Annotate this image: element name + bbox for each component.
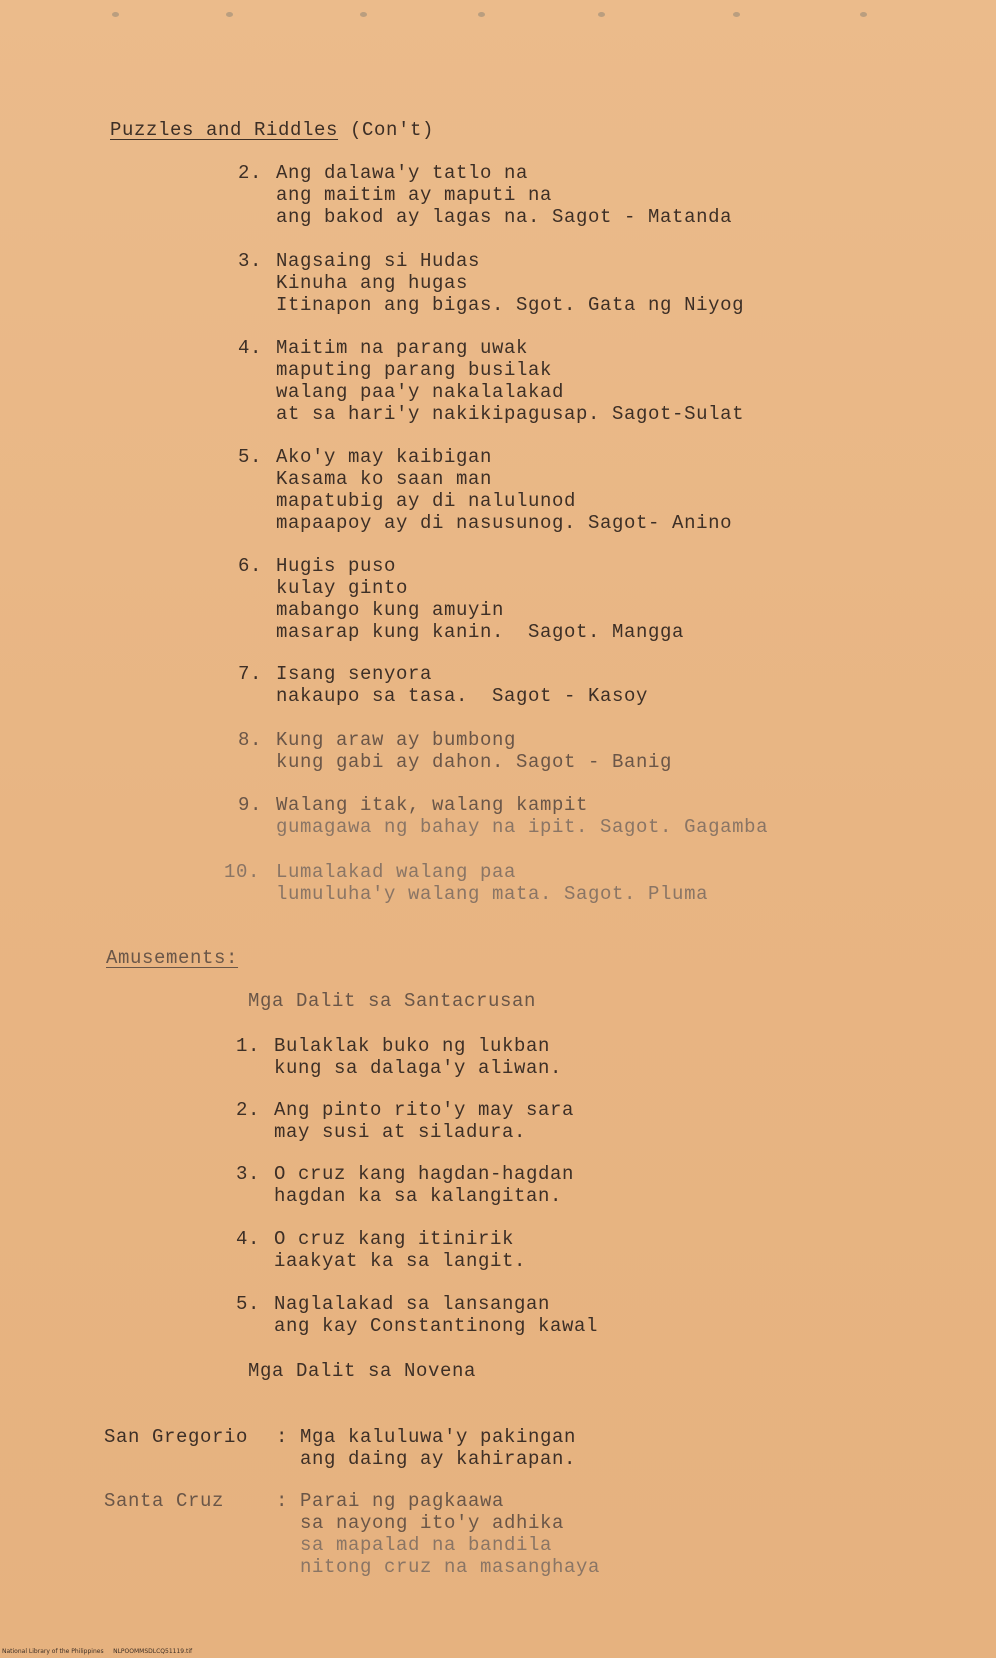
riddle-line: Lumalakad walang paa	[276, 861, 517, 883]
novena-line: Parai ng pagkaawa	[300, 1490, 505, 1512]
riddle-line: mapatubig ay di nalulunod	[276, 490, 577, 512]
riddle-line: Hugis puso	[276, 555, 397, 577]
verse-line: ang kay Constantinong kawal	[274, 1315, 599, 1337]
riddle-line: mabango kung amuyin	[276, 599, 505, 621]
verse-number: 2.	[236, 1099, 261, 1121]
riddle-line: kulay ginto	[276, 577, 409, 599]
punch-hole	[360, 12, 367, 17]
riddle-line: Walang itak, walang kampit	[276, 794, 589, 816]
novena-entry-separator: :	[276, 1426, 289, 1448]
punch-holes	[0, 8, 996, 24]
riddle-line: Nagsaing si Hudas	[276, 250, 481, 272]
novena-line: ang daing ay kahirapan.	[300, 1448, 577, 1470]
verse-line: Naglalakad sa lansangan	[274, 1293, 551, 1315]
riddle-line: walang paa'y nakalalakad	[276, 381, 565, 403]
verse-line: kung sa dalaga'y aliwan.	[274, 1057, 563, 1079]
riddle-number: 2.	[238, 162, 263, 184]
heading-rest: (Con't)	[338, 119, 435, 141]
verse-number: 1.	[236, 1035, 261, 1057]
novena-line: nitong cruz na masanghaya	[300, 1556, 601, 1578]
heading-underlined: Puzzles and Riddles	[110, 119, 339, 141]
verse-line: O cruz kang hagdan-hagdan	[274, 1163, 575, 1185]
novena-line: sa nayong ito'y adhika	[300, 1512, 565, 1534]
riddle-line: Ako'y may kaibigan	[276, 446, 493, 468]
verse-number: 3.	[236, 1163, 261, 1185]
punch-hole	[860, 12, 867, 17]
verse-line: Bulaklak buko ng lukban	[274, 1035, 551, 1057]
novena-title: Mga Dalit sa Novena	[248, 1360, 477, 1382]
riddle-number: 10.	[224, 861, 261, 883]
riddle-number: 6.	[238, 555, 263, 577]
verse-line: O cruz kang itinirik	[274, 1228, 515, 1250]
riddle-line: Kung araw ay bumbong	[276, 729, 517, 751]
riddle-line: Ang dalawa'y tatlo na	[276, 162, 529, 184]
scan-footer: National Library of the Philippines NLPOOMMSDLCQ51119.tif	[2, 1648, 193, 1655]
punch-hole	[598, 12, 605, 17]
riddle-line: Isang senyora	[276, 663, 433, 685]
verse-line: hagdan ka sa kalangitan.	[274, 1185, 563, 1207]
riddle-line: Kinuha ang hugas	[276, 272, 469, 294]
riddle-line: Maitim na parang uwak	[276, 337, 529, 359]
punch-hole	[478, 12, 485, 17]
riddle-number: 7.	[238, 663, 263, 685]
riddle-number: 8.	[238, 729, 263, 751]
riddle-line: ang bakod ay lagas na. Sagot - Matanda	[276, 206, 733, 228]
riddle-line: gumagawa ng bahay na ipit. Sagot. Gagamba	[276, 816, 769, 838]
riddle-line: at sa hari'y nakikipagusap. Sagot-Sulat	[276, 403, 745, 425]
riddle-number: 3.	[238, 250, 263, 272]
riddle-line: Itinapon ang bigas. Sgot. Gata ng Niyog	[276, 294, 745, 316]
amusements-heading: Amusements:	[106, 947, 239, 969]
novena-entry-separator: :	[276, 1490, 289, 1512]
novena-entry-name: Santa Cruz	[104, 1490, 225, 1512]
riddle-number: 4.	[238, 337, 263, 359]
verse-line: iaakyat ka sa langit.	[274, 1250, 527, 1272]
novena-line: sa mapalad na bandila	[300, 1534, 553, 1556]
novena-line: Mga kaluluwa'y pakingan	[300, 1426, 577, 1448]
riddle-line: maputing parang busilak	[276, 359, 553, 381]
novena-entry-name: San Gregorio	[104, 1426, 249, 1448]
riddle-line: lumuluha'y walang mata. Sagot. Pluma	[276, 883, 709, 905]
punch-hole	[112, 12, 119, 17]
verse-number: 5.	[236, 1293, 261, 1315]
riddle-line: Kasama ko saan man	[276, 468, 493, 490]
riddle-line: kung gabi ay dahon. Sagot - Banig	[276, 751, 673, 773]
verse-line: Ang pinto rito'y may sara	[274, 1099, 575, 1121]
punch-hole	[733, 12, 740, 17]
riddle-line: nakaupo sa tasa. Sagot - Kasoy	[276, 685, 649, 707]
riddle-line: ang maitim ay maputi na	[276, 184, 553, 206]
verse-line: may susi at siladura.	[274, 1121, 527, 1143]
riddle-line: masarap kung kanin. Sagot. Mangga	[276, 621, 685, 643]
santacrusan-title: Mga Dalit sa Santacrusan	[248, 990, 537, 1012]
riddle-number: 9.	[238, 794, 263, 816]
verse-number: 4.	[236, 1228, 261, 1250]
punch-hole	[226, 12, 233, 17]
riddle-number: 5.	[238, 446, 263, 468]
section-heading	[110, 119, 434, 141]
riddle-line: mapaapoy ay di nasusunog. Sagot- Anino	[276, 512, 733, 534]
